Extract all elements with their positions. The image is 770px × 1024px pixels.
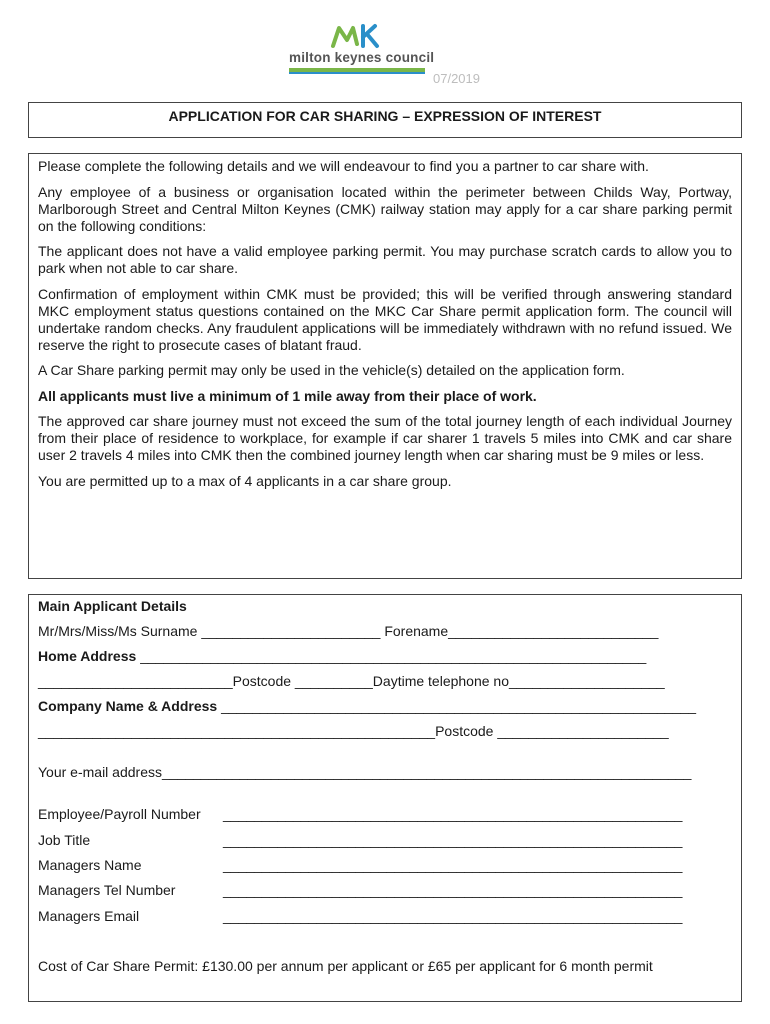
surname-field[interactable]: _______________________ xyxy=(201,623,381,639)
managers-tel-field[interactable]: ___________________________________________________________ xyxy=(223,882,683,898)
home-address-label: Home Address xyxy=(38,648,137,664)
employee-number-label: Employee/Payroll Number xyxy=(38,806,201,822)
managers-tel-label: Managers Tel Number xyxy=(38,882,176,898)
info-paragraph-7: The approved car share journey must not exceed the sum of the total journey length of each individual Journey from their place of residence to workplace, for example if car sharer 1 travels 5 miles into CMK and car share user 2 travels 4 miles into CMK then the combined journey length when car sharing must be 9 miles or less. xyxy=(38,413,732,463)
managers-email-label: Managers Email xyxy=(38,908,140,924)
form-heading: Main Applicant Details xyxy=(38,598,187,614)
info-paragraph-6: All applicants must live a minimum of 1 mile away from their place of work. xyxy=(38,387,537,404)
title-box xyxy=(28,102,742,138)
info-paragraph-5: A Car Share parking permit may only be used in the vehicle(s) detailed on the application form. xyxy=(38,362,625,378)
employee-number-field[interactable]: ___________________________________________________________ xyxy=(223,806,683,822)
document-title: APPLICATION FOR CAR SHARING – EXPRESSION OF INTEREST xyxy=(168,108,602,124)
surname-label: Mr/Mrs/Miss/Ms Surname xyxy=(38,623,198,639)
forename-label: Forename xyxy=(384,623,449,639)
forename-field[interactable]: ___________________________ xyxy=(448,623,659,639)
job-title-field[interactable]: ___________________________________________________________ xyxy=(223,832,683,848)
info-paragraph-1: Please complete the following details and we will endeavour to find you a partner to car share with. xyxy=(38,158,649,174)
managers-tel-row xyxy=(38,882,682,899)
managers-name-label: Managers Name xyxy=(38,857,142,873)
managers-name-row xyxy=(38,857,682,874)
company-line2-row xyxy=(38,723,669,740)
job-title-label: Job Title xyxy=(38,832,91,848)
managers-name-field[interactable]: ___________________________________________________________ xyxy=(223,857,683,873)
postcode-label: Postcode xyxy=(232,673,292,689)
company-field[interactable]: _____________________________________________________________ xyxy=(221,698,697,714)
managers-email-field[interactable]: ___________________________________________________________ xyxy=(223,908,683,924)
company-postcode-field[interactable]: ______________________ xyxy=(497,723,669,739)
info-paragraph-4: Confirmation of employment within CMK must be provided; this will be verified through answering standard MKC employment status questions contained on the MKC Car Share permit application form. The council will undertake random checks. Any fraudulent applications will be immediately withdrawn with no refund issued. We reserve the right to prosecute cases of blatant fraud. xyxy=(38,285,732,353)
logo-text: milton keynes council xyxy=(289,50,435,65)
home-address-field-2[interactable]: _________________________ xyxy=(38,673,233,689)
applicant-form-box xyxy=(28,594,742,1002)
employee-number-row xyxy=(38,806,682,823)
info-box xyxy=(28,153,742,579)
form-heading-row xyxy=(38,598,187,615)
permit-cost-text: Cost of Car Share Permit: £130.00 per annum per applicant or £65 per applicant for 6 month permit xyxy=(38,958,653,974)
job-title-row xyxy=(38,832,682,849)
logo-bar-blue xyxy=(289,72,425,74)
daytime-telephone-label: Daytime telephone no xyxy=(372,673,509,689)
company-field-2[interactable]: ___________________________________________________ xyxy=(38,723,436,739)
mk-logo-icon xyxy=(329,22,389,50)
company-postcode-label: Postcode xyxy=(435,723,494,739)
name-row xyxy=(38,623,658,640)
email-row xyxy=(38,764,691,781)
info-paragraph-2: Any employee of a business or organisation located within the perimeter between Childs Way, Portway, Marlborough Street and Central Milton Keynes (CMK) railway station may apply for a car share parking permit on the following conditions: xyxy=(38,183,732,234)
daytime-telephone-field[interactable]: ____________________ xyxy=(509,673,665,689)
document-date: 07/2019 xyxy=(433,71,480,86)
info-paragraph-3: The applicant does not have a valid employee parking permit. You may purchase scratch cards to allow you to park when not able to car share. xyxy=(38,243,732,276)
managers-email-row xyxy=(38,908,682,925)
home-address-row xyxy=(38,648,646,665)
council-logo xyxy=(289,22,435,77)
address-line2-row xyxy=(38,673,665,690)
email-label: Your e-mail address xyxy=(38,764,162,780)
cost-row xyxy=(38,958,653,975)
email-field[interactable]: ____________________________________________________________________ xyxy=(162,764,692,780)
home-address-field[interactable]: _________________________________________________________________ xyxy=(140,648,647,664)
company-label: Company Name & Address xyxy=(38,698,218,714)
company-row xyxy=(38,698,696,715)
info-paragraph-8: You are permitted up to a max of 4 applicants in a car share group. xyxy=(38,472,452,489)
postcode-field[interactable]: __________ xyxy=(294,673,373,689)
